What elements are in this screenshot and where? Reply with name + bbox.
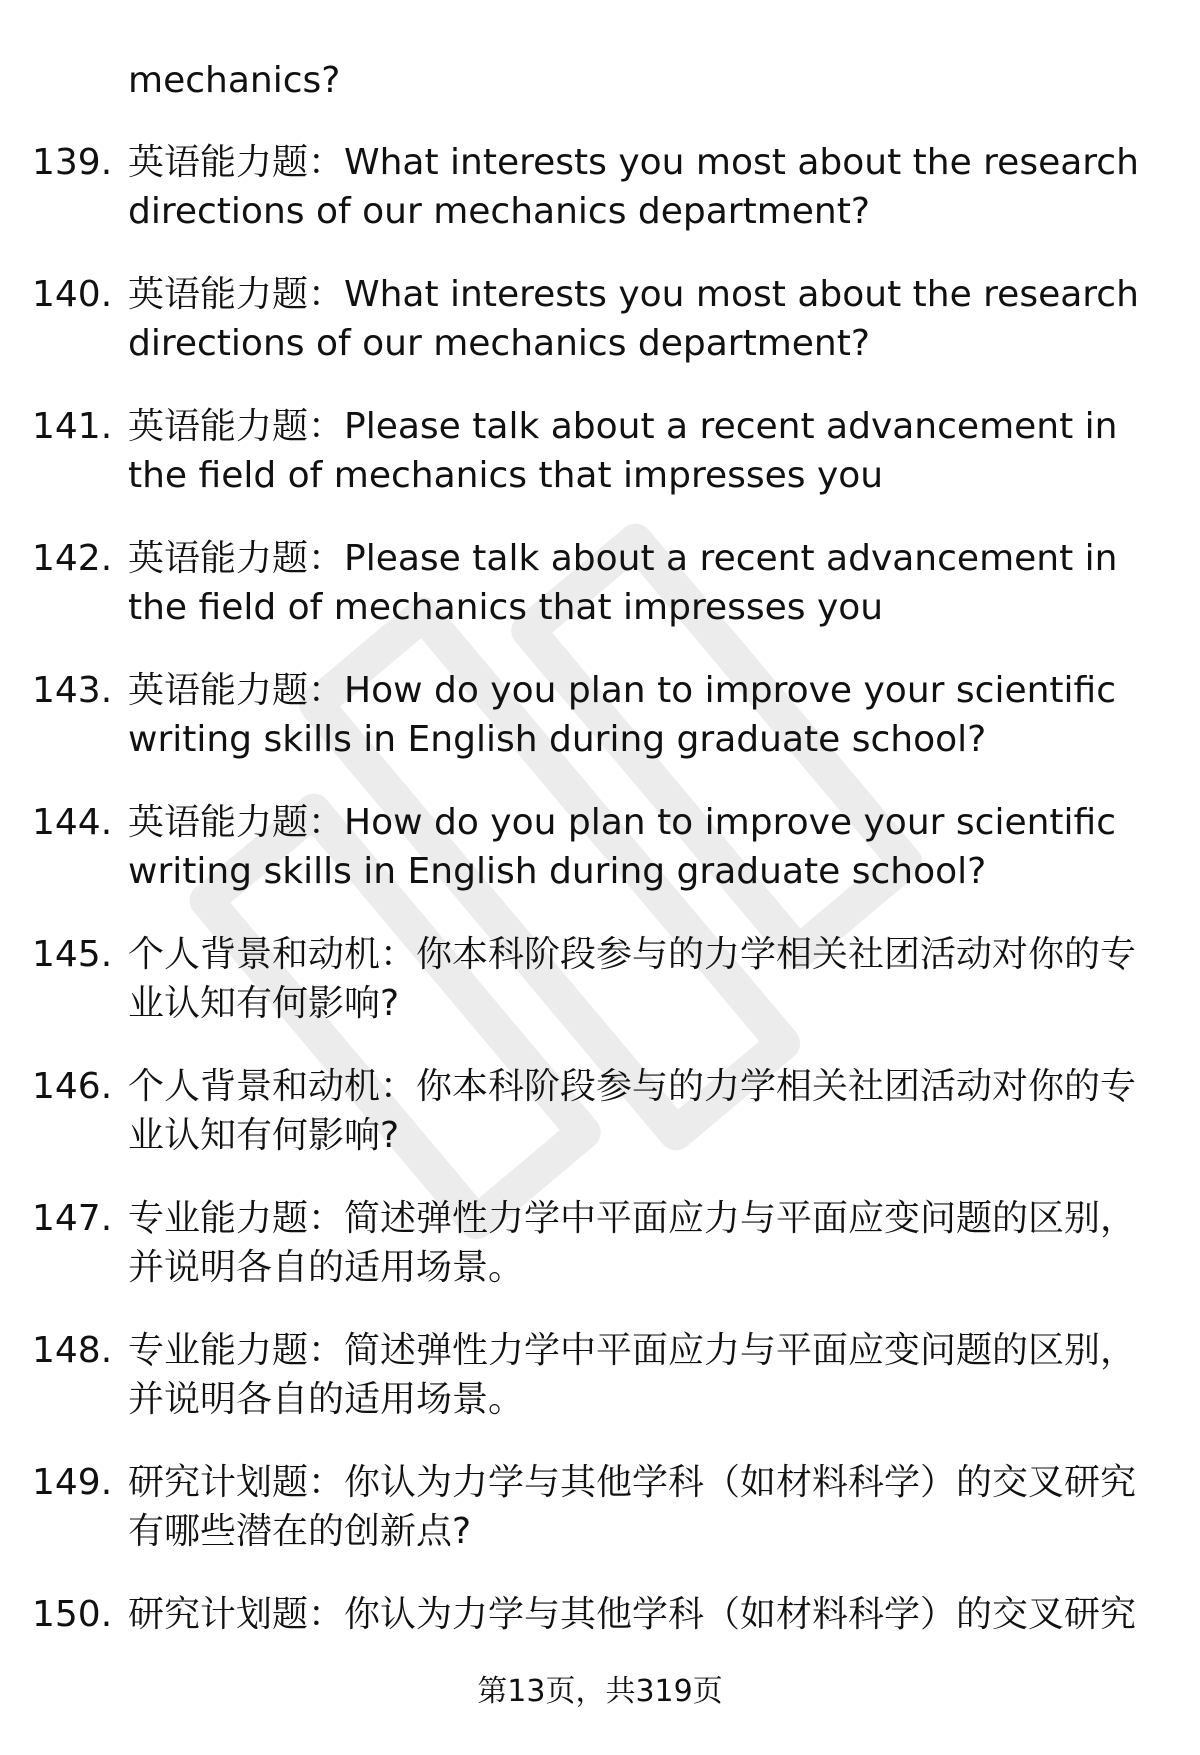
question-text: 英语能力题：What interests you most about the research directions of our mechanics department? [128,274,1139,364]
question-number: 141. [32,406,113,447]
question-text: 英语能力题：Please talk about a recent advancement in the field of mechanics that impresses you [128,406,1118,496]
question-number: 142. [32,538,113,579]
question-text: 研究计划题：你认为力学与其他学科（如材料科学）的交叉研究有哪些潜在的创新点? [128,1462,1137,1552]
question-number: 150. [32,1594,113,1635]
question-list [0,138,1200,1722]
question-number: 143. [32,670,113,711]
page-number-footer: 第13页，共319页 [477,1674,723,1709]
question-number: 149. [32,1462,113,1503]
list-item [0,798,1200,930]
question-text: 专业能力题：简述弹性力学中平面应力与平面应变问题的区别，并说明各自的适用场景。 [128,1198,1137,1288]
question-text: 英语能力题：How do you plan to improve your scientific writing skills in English during graduate school? [128,802,1116,892]
list-item [0,1458,1200,1590]
question-number: 144. [32,802,113,843]
question-number: 139. [32,142,113,183]
question-text: 英语能力题：What interests you most about the research directions of our mechanics department? [128,142,1139,232]
question-number: 145. [32,934,113,975]
list-item [0,270,1200,402]
list-item [0,138,1200,270]
question-text: 英语能力题：Please talk about a recent advancement in the field of mechanics that impresses you [128,538,1118,628]
question-text: 英语能力题：How do you plan to improve your scientific writing skills in English during graduate school? [128,670,1116,760]
list-item [0,1062,1200,1194]
list-item [0,1326,1200,1458]
question-text: 专业能力题：简述弹性力学中平面应力与平面应变问题的区别，并说明各自的适用场景。 [128,1330,1137,1420]
list-item [0,666,1200,798]
question-number: 146. [32,1066,113,1107]
question-text: 个人背景和动机：你本科阶段参与的力学相关社团活动对你的专业认知有何影响? [128,934,1137,1024]
question-number: 147. [32,1198,113,1239]
question-number: 140. [32,274,113,315]
list-item [0,402,1200,534]
list-item [0,1194,1200,1326]
question-text: 研究计划题：你认为力学与其他学科（如材料科学）的交叉研究 [128,1594,1137,1635]
list-item [0,534,1200,666]
question-number: 148. [32,1330,113,1371]
list-item [0,930,1200,1062]
continuation-text: mechanics? [128,60,341,101]
question-text: 个人背景和动机：你本科阶段参与的力学相关社团活动对你的专业认知有何影响? [128,1066,1137,1156]
